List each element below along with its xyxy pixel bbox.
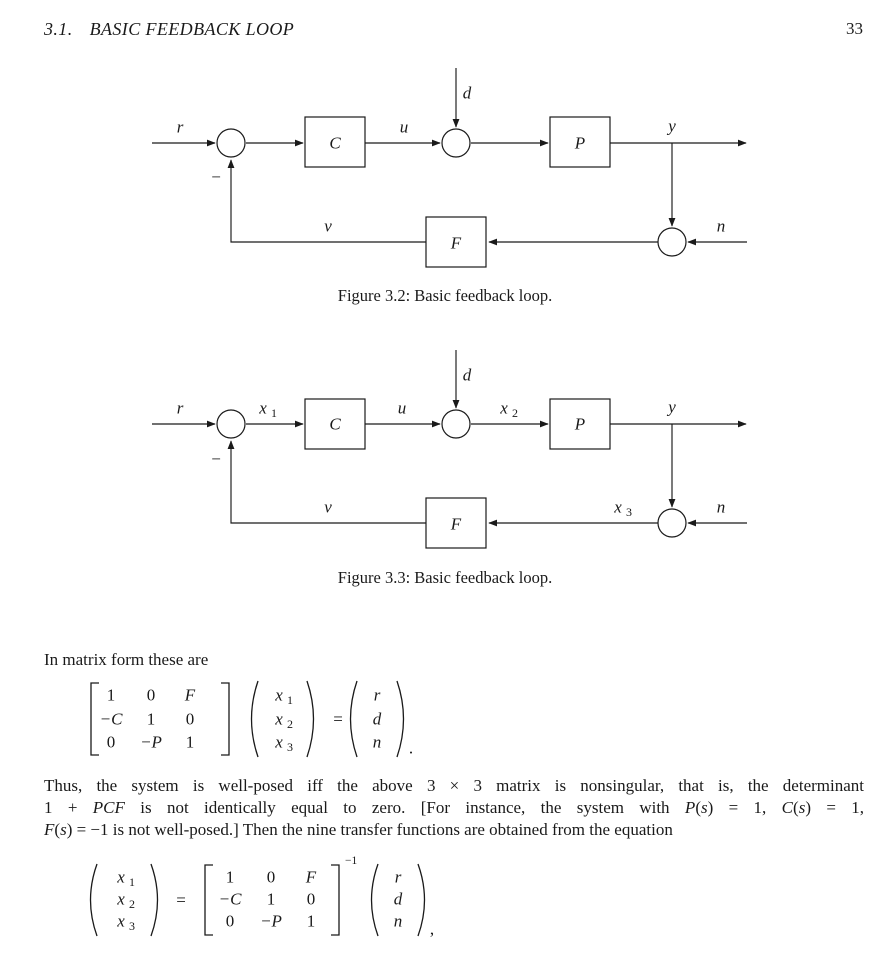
equation-comma: , bbox=[429, 919, 435, 939]
left-bracket bbox=[205, 865, 213, 935]
left-paren bbox=[91, 864, 98, 936]
section-number: 3.1. bbox=[44, 19, 73, 39]
vector-x1: x bbox=[275, 685, 283, 705]
vector-x1: x bbox=[117, 867, 125, 887]
state-label-x2: x bbox=[500, 398, 508, 418]
section-title: BASIC FEEDBACK LOOP bbox=[89, 19, 295, 39]
body-text-segment: 1 + bbox=[44, 798, 93, 817]
math-inline: F bbox=[44, 820, 55, 839]
summing-junction-2 bbox=[442, 129, 470, 157]
minus-sign: − bbox=[211, 167, 221, 187]
figure-3-3-caption: Figure 3.3: Basic feedback loop. bbox=[337, 568, 553, 587]
signal-label-v: v bbox=[324, 216, 332, 236]
matrix-cell: 1 bbox=[225, 867, 235, 887]
equation-period: . bbox=[408, 738, 414, 758]
right-paren bbox=[397, 681, 404, 757]
vector-x2-sub: 2 bbox=[287, 717, 293, 731]
summing-junction-1 bbox=[217, 410, 245, 438]
vector-x2-sub: 2 bbox=[129, 897, 135, 911]
state-label-x3-sub: 3 bbox=[626, 505, 632, 519]
matrix-cell: F bbox=[184, 685, 196, 705]
summing-junction-3 bbox=[658, 509, 686, 537]
vector-x1-sub: 1 bbox=[129, 875, 135, 889]
matrix-cell: −C bbox=[218, 889, 242, 909]
minus-sign: − bbox=[211, 449, 221, 469]
summing-junction-2 bbox=[442, 410, 470, 438]
body-text-segment: ) = 1, bbox=[707, 798, 782, 817]
math-inline: C bbox=[781, 798, 794, 817]
vector-x1-sub: 1 bbox=[287, 693, 293, 707]
matrix-cell: −C bbox=[99, 709, 123, 729]
rhs-r: r bbox=[373, 685, 381, 705]
body-text-segment: ) = −1 is not well-posed.] Then the nine transfer functions are obtained from the equation bbox=[66, 820, 673, 839]
matrix-equation-2 bbox=[0, 853, 890, 953]
state-label-x2-sub: 2 bbox=[512, 406, 518, 420]
math-inline: s bbox=[700, 798, 708, 817]
state-label-x3: x bbox=[614, 497, 622, 517]
signal-label-v: v bbox=[324, 497, 332, 517]
rhs-n: n bbox=[372, 732, 382, 752]
right-paren bbox=[307, 681, 314, 757]
vector-x3: x bbox=[275, 732, 283, 752]
vector-x3-sub: 3 bbox=[129, 919, 135, 933]
math-inline: s bbox=[60, 820, 67, 839]
figure-3-2-caption: Figure 3.2: Basic feedback loop. bbox=[337, 286, 553, 305]
body-text-segment: ( bbox=[793, 798, 799, 817]
rhs-n: n bbox=[393, 911, 403, 931]
paragraph-line bbox=[44, 819, 864, 841]
math-inline: PCF bbox=[92, 798, 125, 817]
plant-label: P bbox=[574, 133, 586, 153]
plant-label: P bbox=[574, 414, 586, 434]
left-bracket bbox=[91, 683, 99, 755]
vector-x2: x bbox=[275, 709, 283, 729]
matrix-cell: 0 bbox=[146, 685, 156, 705]
paragraph-line bbox=[44, 797, 864, 819]
left-paren bbox=[351, 681, 358, 757]
body-paragraph bbox=[44, 775, 864, 841]
math-inline: s bbox=[798, 798, 806, 817]
matrix-cell: 0 bbox=[185, 709, 195, 729]
matrix-cell: −P bbox=[260, 911, 282, 931]
state-label-x1-sub: 1 bbox=[271, 406, 277, 420]
feedback-label: F bbox=[450, 514, 462, 534]
body-text-segment: Thus, the system is well-posed iff the above 3 × 3 matrix is nonsingular, that is, the determinant bbox=[44, 776, 864, 795]
page-number: 33 bbox=[846, 19, 863, 38]
signal-label-n: n bbox=[716, 497, 726, 517]
rhs-d: d bbox=[372, 709, 382, 729]
feedback-label: F bbox=[450, 233, 462, 253]
right-bracket bbox=[331, 865, 339, 935]
figure-3-3-diagram bbox=[0, 340, 890, 568]
signal-label-u: u bbox=[397, 398, 407, 418]
figure-3-2-diagram bbox=[0, 60, 890, 288]
equals-sign: = bbox=[333, 709, 343, 729]
right-bracket bbox=[221, 683, 229, 755]
matrix-cell: 1 bbox=[106, 685, 116, 705]
math-inline: P bbox=[684, 798, 696, 817]
vector-x3-sub: 3 bbox=[287, 740, 293, 754]
summing-junction-1 bbox=[217, 129, 245, 157]
signal-label-d: d bbox=[462, 83, 472, 103]
matrix-cell: 1 bbox=[306, 911, 316, 931]
matrix-cell: 0 bbox=[225, 911, 235, 931]
intro-sentence: In matrix form these are bbox=[44, 650, 209, 669]
rhs-r: r bbox=[394, 867, 402, 887]
matrix-cell: 0 bbox=[306, 889, 316, 909]
summing-junction-3 bbox=[658, 228, 686, 256]
body-text-segment: ( bbox=[54, 820, 61, 839]
signal-label-y: y bbox=[668, 116, 676, 136]
left-paren bbox=[252, 681, 259, 757]
paragraph-line bbox=[44, 775, 864, 797]
matrix-cell: F bbox=[305, 867, 317, 887]
right-paren bbox=[418, 864, 425, 936]
matrix-cell: 0 bbox=[106, 732, 116, 752]
right-paren bbox=[151, 864, 158, 936]
body-text-segment: is not identically equal to zero. [For instance, the system with bbox=[124, 798, 685, 817]
matrix-cell: 0 bbox=[266, 867, 276, 887]
signal-label-y: y bbox=[668, 397, 676, 417]
vector-x2: x bbox=[117, 889, 125, 909]
rhs-d: d bbox=[393, 889, 403, 909]
matrix-cell: 1 bbox=[185, 732, 195, 752]
signal-label-r: r bbox=[176, 117, 184, 137]
matrix-cell: 1 bbox=[266, 889, 276, 909]
page-header bbox=[44, 19, 294, 40]
vector-x3: x bbox=[117, 911, 125, 931]
controller-label: C bbox=[329, 133, 341, 153]
body-text-segment: ( bbox=[695, 798, 701, 817]
matrix-cell: −P bbox=[140, 732, 162, 752]
inverse-exponent: −1 bbox=[345, 855, 358, 867]
matrix-equation-1 bbox=[0, 674, 890, 769]
signal-label-d: d bbox=[462, 365, 472, 385]
state-label-x1: x bbox=[259, 398, 267, 418]
signal-label-u: u bbox=[399, 117, 409, 137]
controller-label: C bbox=[329, 414, 341, 434]
body-text-segment: ) = 1, bbox=[805, 798, 864, 817]
signal-label-r: r bbox=[176, 398, 184, 418]
signal-label-n: n bbox=[716, 216, 726, 236]
equals-sign: = bbox=[176, 890, 186, 910]
matrix-cell: 1 bbox=[146, 709, 156, 729]
left-paren bbox=[372, 864, 379, 936]
